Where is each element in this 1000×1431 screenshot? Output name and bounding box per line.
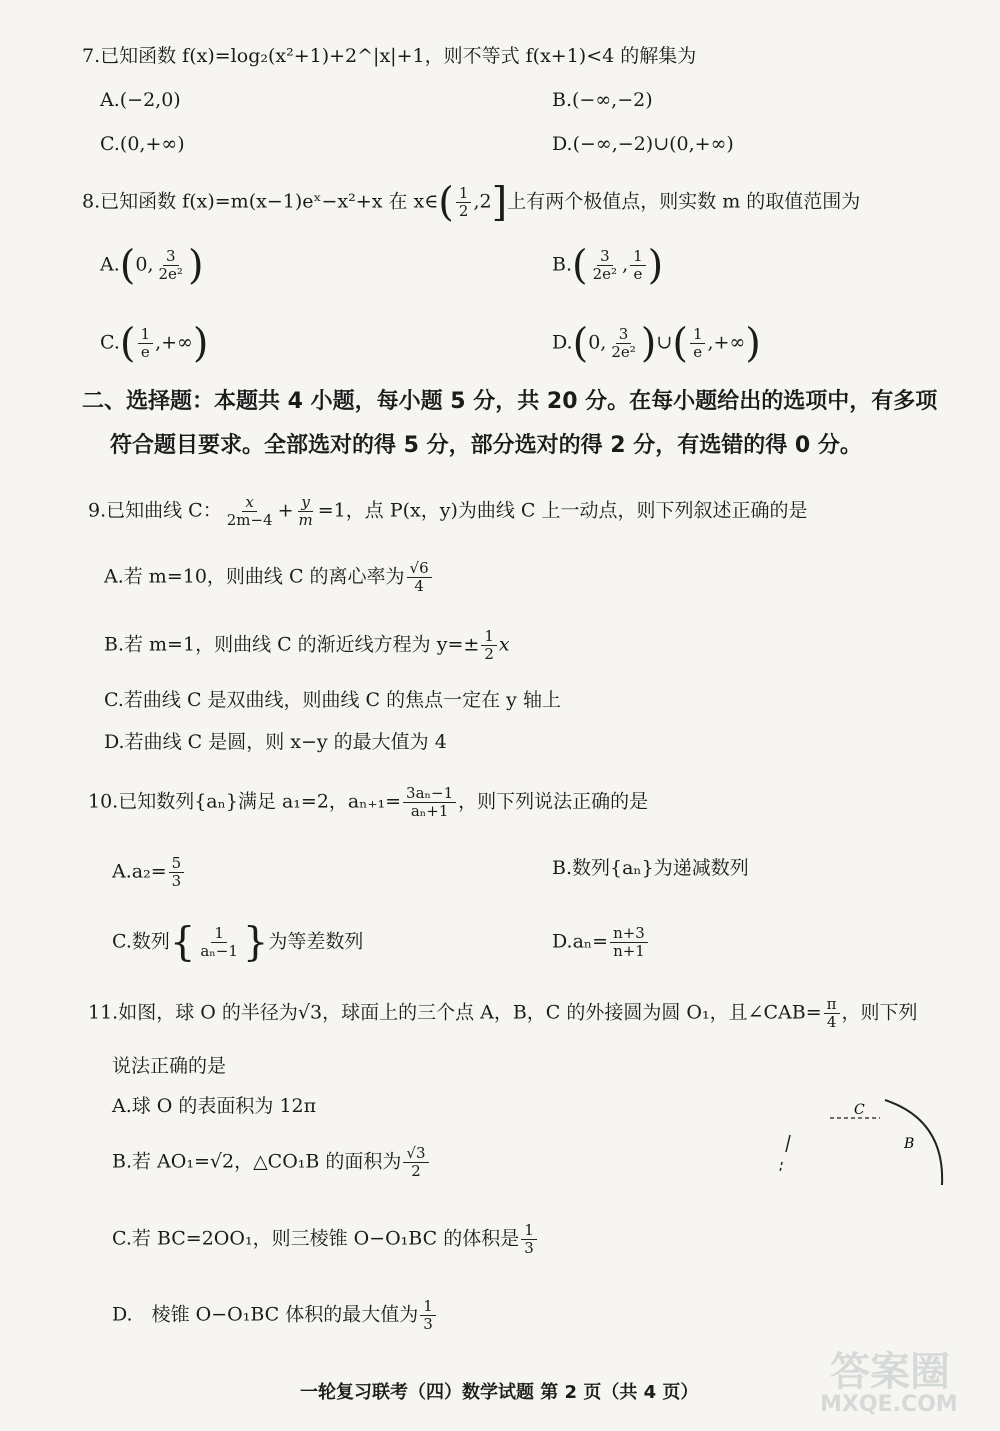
q9-stem: 9.已知曲线 C： $\frac{x}{2m-4}$ + $\frac{y}{m}$ =1，点 P(x，y)为曲线 C 上一动点，则下列叙述正确的是: [88, 493, 808, 529]
q7-option-b: B.(−∞,−2): [552, 89, 653, 111]
q9-option-b: B.若 m=1，则曲线 C 的渐近线方程为 y=± $\frac{1}{2}$ x: [104, 627, 510, 663]
q7-stem: [82, 44, 696, 68]
q10-option-c: C.数列{ $\frac{1}{\text{aₙ−1}}$ }为等差数列: [112, 919, 364, 966]
section-heading-line1: 二、选择题：本题共 4 小题，每小题 5 分，共 20 分。在每小题给出的选项中，有多项: [82, 389, 938, 414]
figure-label-b: B: [904, 1136, 915, 1152]
q10-option-b: B.数列{aₙ}为递减数列: [552, 857, 749, 879]
q7-option-c: C.(0,+∞): [100, 133, 185, 155]
q11-option-d: D. 棱锥 O−O₁BC 体积的最大值为 $\frac{1}{3}$: [112, 1298, 438, 1333]
q9-option-a: A.若 m=10，则曲线 C 的离心率为 $\frac{√6}{4}$: [104, 560, 434, 595]
figure-label-c: C: [854, 1102, 865, 1118]
fraction: $\frac{1}{2}$: [456, 185, 472, 220]
q10-option-d: D.aₙ= $\frac{n+3}{n+1}$: [552, 925, 650, 960]
q7-option-d: D.(−∞,−2)∪(0,+∞): [552, 133, 734, 155]
watermark-logo: 答案圈 MXQE.COM: [820, 1349, 958, 1417]
q11-option-a: A.球 O 的表面积为 12π: [112, 1095, 317, 1117]
q10-stem: 10.已知数列{aₙ}满足 a₁=2，aₙ₊₁= $\frac{\text{3aₙ−1}}{\text{aₙ+1}}$ ，则下列说法正确的是: [88, 784, 649, 820]
q11-stem: 11.如图，球 O 的半径为√3，球面上的三个点 A，B，C 的外接圆为圆 O₁，且∠CAB= $\frac{\pi}{4}$ ，则下列: [88, 995, 918, 1031]
q8-option-a: A.(0, $\frac{3}{\text{2e²}}$ ): [100, 242, 204, 289]
q8-stem: 8.已知函数 f(x)=m(x−1)eˣ−x²+x 在 x∈( $\frac{1}{2}$ ,2]上有两个极值点，则实数 m 的取值范围为: [82, 179, 861, 226]
q7-num: 7.: [82, 45, 101, 67]
q8-num: 8.: [82, 190, 101, 213]
section-heading-line2: 符合题目要求。全部选对的得 5 分，部分选对的得 2 分，有选错的得 0 分。: [110, 433, 862, 458]
q7-option-a: A.(−2,0): [100, 89, 181, 111]
q9-option-d: D.若曲线 C 是圆，则 x−y 的最大值为 4: [104, 731, 447, 753]
q9-option-c: C.若曲线 C 是双曲线，则曲线 C 的焦点一定在 y 轴上: [104, 689, 561, 711]
q8-option-b: B.( $\frac{3}{\text{2e²}}$ , $\frac{1}{e}$ ): [552, 242, 664, 289]
page-footer: 一轮复习联考（四）数学试题 第 2 页（共 4 页）: [300, 1382, 699, 1403]
q11-stem-line2: 说法正确的是: [112, 1055, 227, 1077]
q10-option-a: A.a₂= $\frac{5}{3}$: [112, 855, 186, 890]
q8-option-d: D.(0, $\frac{3}{\text{2e²}}$ )∪( $\frac{1}{e}$ ,+∞): [552, 320, 761, 367]
q11-option-b: B.若 AO₁=√2，△CO₁B 的面积为 $\frac{√3}{2}$: [112, 1145, 431, 1180]
q7-text: 已知函数 f(x)=log₂(x²+1)+2^|x|+1，则不等式 f(x+1)<4 的解集为: [100, 45, 697, 67]
q11-option-c: C.若 BC=2OO₁，则三棱锥 O−O₁BC 的体积是 $\frac{1}{3}$: [112, 1222, 539, 1257]
sphere-figure: [770, 1090, 960, 1190]
q8-option-c: C.( $\frac{1}{e}$ ,+∞): [100, 320, 209, 367]
